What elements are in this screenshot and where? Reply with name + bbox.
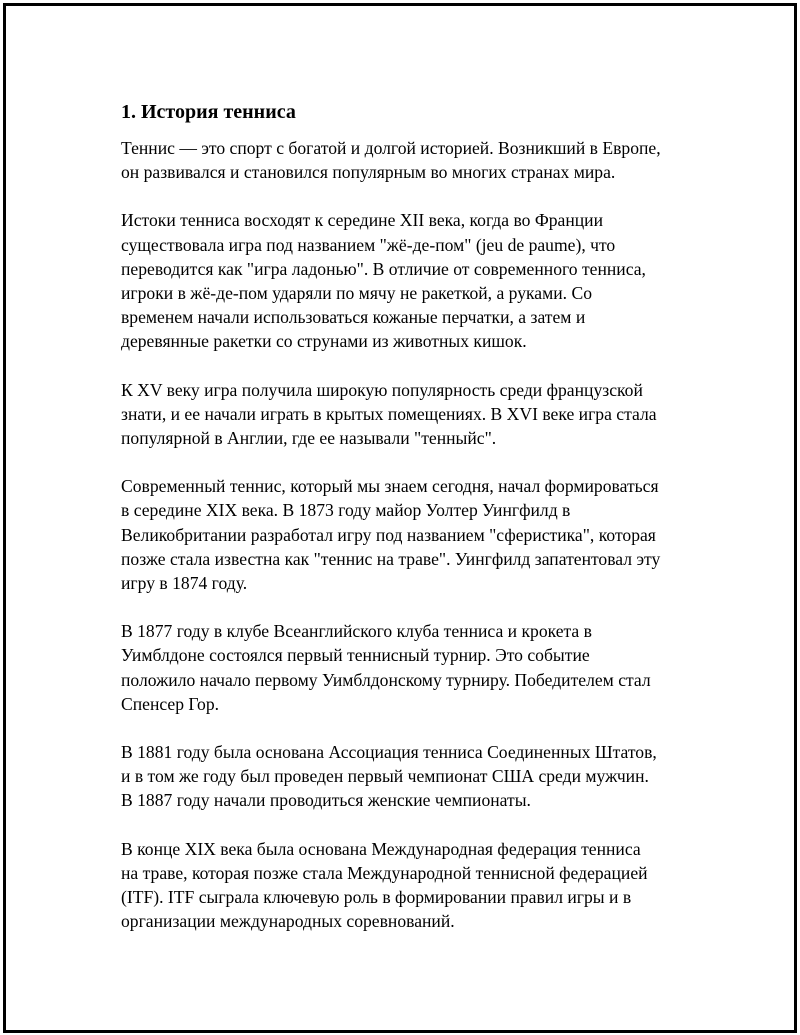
paragraph-line: В конце XIX века была основана Международная федерация тенниса bbox=[121, 838, 641, 859]
paragraph-line: В 1887 году начали проводиться женские чемпионаты. bbox=[121, 790, 531, 811]
paragraph-line: Теннис — это спорт с богатой и долгой историей. Возникший в Европе, bbox=[121, 138, 661, 158]
paragraph-line: деревянные ракетки со струнами из животных кишок. bbox=[121, 331, 527, 352]
paragraph-line: Истоки тенниса восходят к середине XII века, когда во Франции bbox=[121, 210, 604, 231]
paragraph-wimbledon bbox=[121, 619, 701, 716]
paragraph-line: Спенсер Гор. bbox=[121, 693, 220, 714]
document-content bbox=[121, 99, 701, 957]
paragraph-intro bbox=[121, 136, 701, 184]
paragraph-line: В 1881 году была основана Ассоциация тенниса Соединенных Штатов, bbox=[121, 742, 657, 763]
paragraph-line: на траве, которая позже стала Международной теннисной федерацией bbox=[121, 862, 648, 883]
paragraph-line: Уимблдоне состоялся первый теннисный турнир. Это событие bbox=[121, 645, 590, 666]
paragraph-line: игру в 1874 году. bbox=[121, 573, 248, 594]
paragraph-line: положило начало первому Уимблдонскому турниру. Победителем стал bbox=[121, 669, 651, 690]
paragraph-origins bbox=[121, 208, 701, 353]
paragraph-line: и в том же году был проведен первый чемпионат США среди мужчин. bbox=[121, 766, 649, 787]
paragraph-line: Великобритании разработал игру под названием "сферистика", которая bbox=[121, 524, 656, 545]
paragraph-15th-century bbox=[121, 378, 701, 451]
paragraph-line: в середине XIX века. В 1873 году майор Уолтер Уингфилд в bbox=[121, 500, 571, 521]
paragraph-line: В 1877 году в клубе Всеанглийского клуба тенниса и крокета в bbox=[121, 621, 592, 642]
paragraph-usa bbox=[121, 740, 701, 813]
paragraph-line: Современный теннис, который мы знаем сегодня, начал формироваться bbox=[121, 476, 659, 497]
paragraph-line: (ITF). ITF сыграла ключевую роль в формировании правил игры и в bbox=[121, 887, 632, 908]
paragraph-line: позже стала известна как "теннис на траве". Уингфилд запатентовал эту bbox=[121, 548, 661, 569]
paragraph-line: временем начали использоваться кожаные перчатки, а затем и bbox=[121, 307, 586, 328]
paragraph-line: существовала игра под названием "жё-де-пом" (jeu de paume), что bbox=[121, 234, 616, 255]
paragraph-line: игроки в жё-де-пом ударяли по мячу не ракеткой, а руками. Со bbox=[121, 283, 592, 304]
paragraph-line: организации международных соревнований. bbox=[121, 911, 455, 932]
paragraph-line: переводится как "игра ладонью". В отличие от современного тенниса, bbox=[121, 258, 646, 279]
paragraph-line: он развивался и становился популярным во многих странах мира. bbox=[121, 162, 616, 183]
document-page bbox=[3, 3, 797, 1033]
paragraph-itf bbox=[121, 837, 701, 934]
paragraph-line: К XV веку игра получила широкую популярность среди французской bbox=[121, 379, 643, 400]
section-heading: 1. История тенниса bbox=[121, 101, 296, 123]
paragraph-line: знати, и ее начали играть в крытых помещениях. В XVI веке игра стала bbox=[121, 403, 657, 424]
paragraph-line: популярной в Англии, где ее называли "тенныйс". bbox=[121, 428, 497, 449]
paragraph-modern-tennis bbox=[121, 474, 701, 595]
